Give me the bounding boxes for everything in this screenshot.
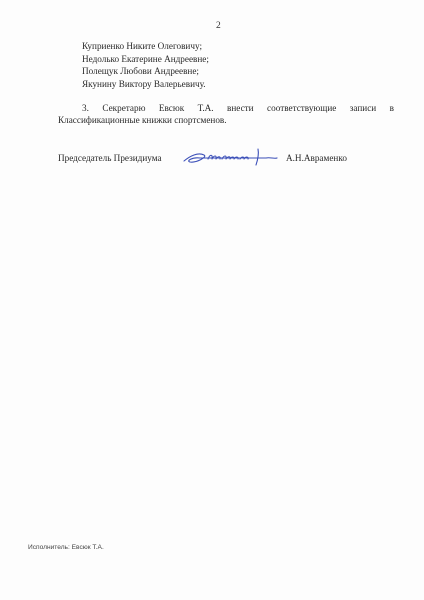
instruction-paragraph (58, 102, 394, 126)
signatory-title: Председатель Президиума (58, 153, 162, 163)
recipient-line: Якунину Виктору Валерьевичу. (82, 78, 206, 89)
recipient-line: Недолько Екатерине Андреевне; (82, 53, 209, 64)
instruction-line: Классификационные книжки спортсменов. (58, 115, 227, 125)
signatory-name: А.Н.Авраменко (286, 153, 347, 163)
signature-block (58, 150, 398, 166)
page-number: 2 (216, 21, 221, 31)
recipient-line: Куприенко Никите Олеговичу; (82, 41, 202, 51)
recipient-line: Полещук Любови Андреевне; (82, 66, 199, 76)
recipient-list (82, 40, 382, 90)
executor-note: Исполнитель: Евсюк Т.А. (28, 544, 104, 551)
instruction-line: 3. Секретарю Евсюк Т.А. внести соответствующие записи в (82, 103, 394, 113)
handwritten-signature (182, 146, 282, 168)
